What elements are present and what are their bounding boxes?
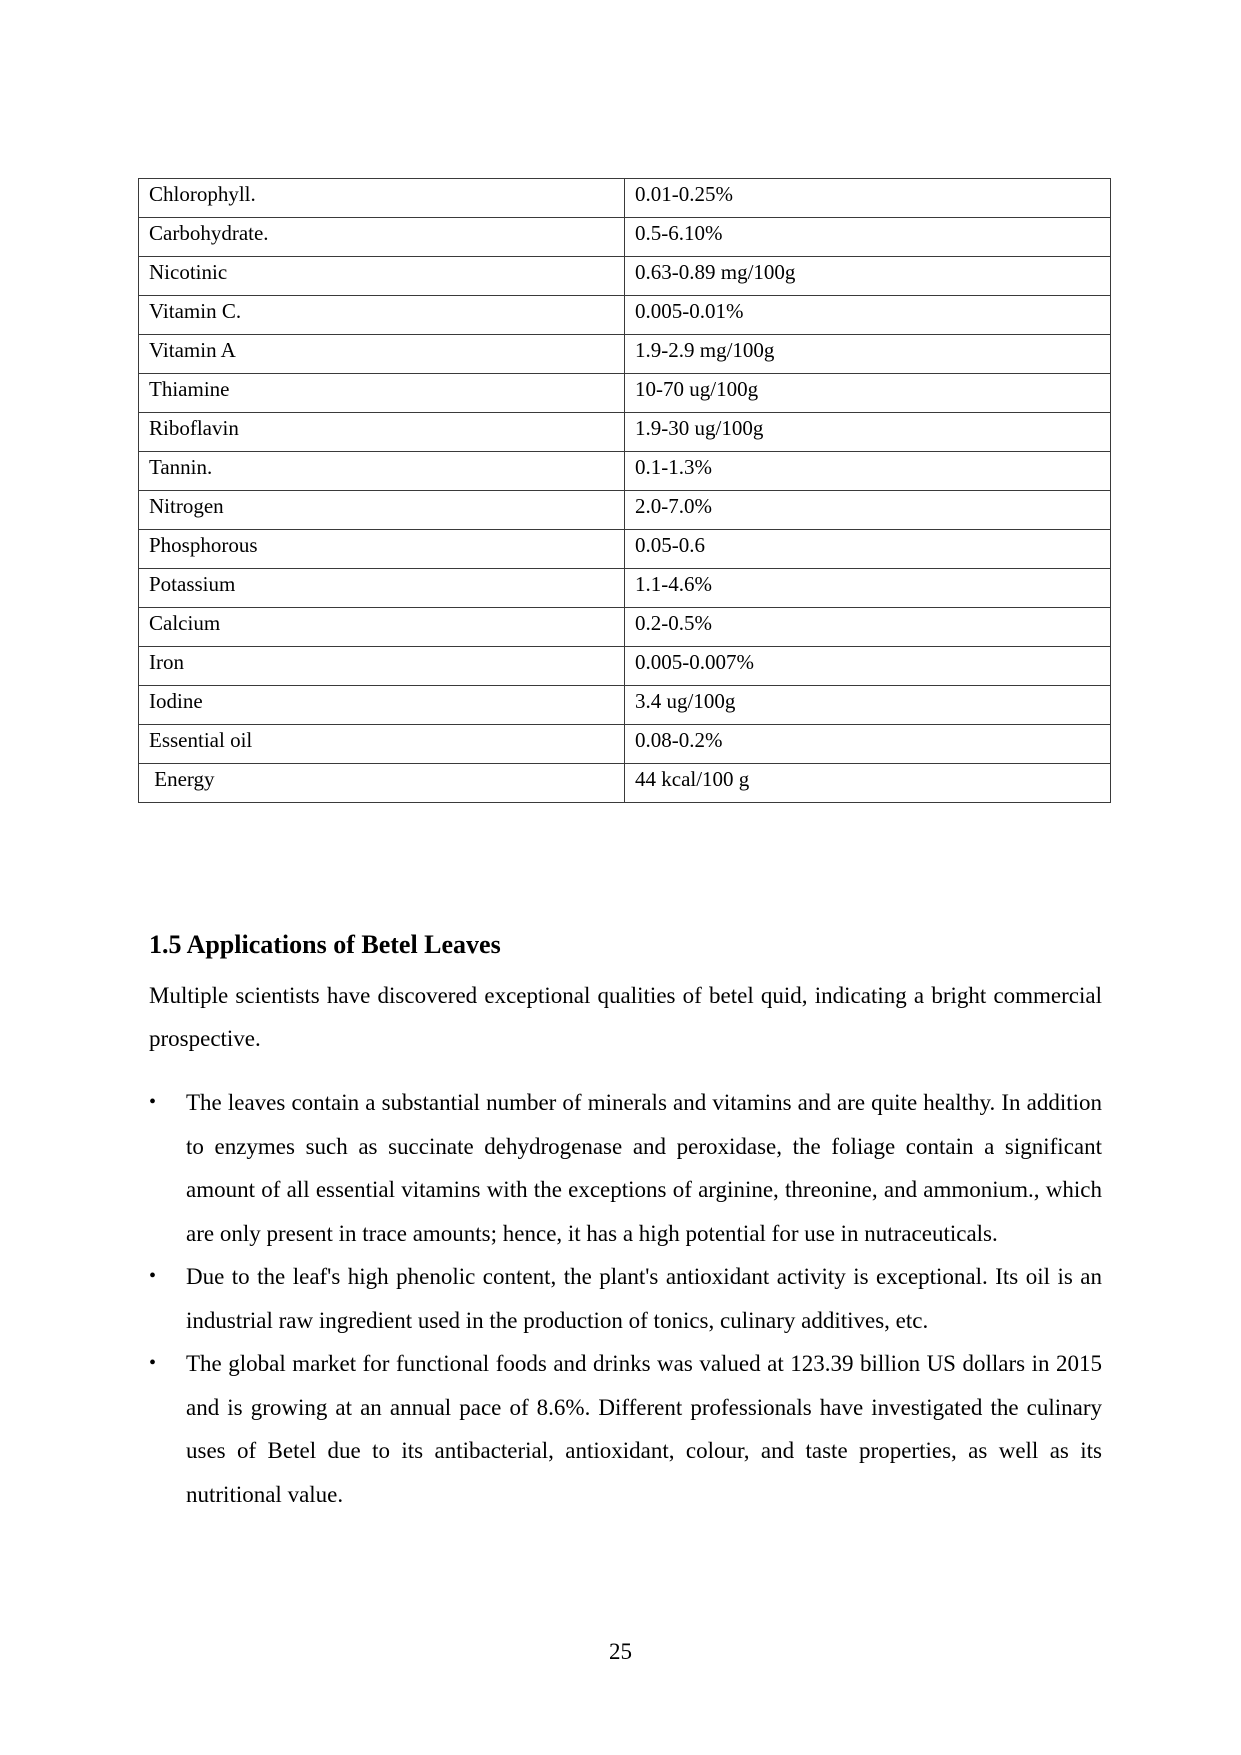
table-row [139,452,1111,491]
list-item [149,1342,1102,1516]
nutrient-value-cell: 0.05-0.6 [625,530,1111,569]
nutrient-value-cell: 0.1-1.3% [625,452,1111,491]
nutrient-name-cell: Essential oil [139,725,625,764]
nutrient-name-cell: Calcium [139,608,625,647]
table-row [139,413,1111,452]
nutrient-name-cell: Tannin. [139,452,625,491]
bullet-icon: • [149,1091,157,1113]
bullet-icon: • [149,1265,157,1287]
table-row [139,335,1111,374]
bullet-icon: • [149,1352,157,1374]
nutrient-value-cell: 1.9-2.9 mg/100g [625,335,1111,374]
table-row [139,530,1111,569]
nutrient-value-cell: 1.9-30 ug/100g [625,413,1111,452]
nutrient-name-cell: Potassium [139,569,625,608]
table-row [139,647,1111,686]
table-row [139,179,1111,218]
nutrient-value-cell: 0.63-0.89 mg/100g [625,257,1111,296]
table-row [139,374,1111,413]
nutrient-name-cell: Vitamin C. [139,296,625,335]
nutrient-table-body [139,179,1111,803]
nutrient-name-cell: Iron [139,647,625,686]
table-row [139,257,1111,296]
nutrient-name-cell: Carbohydrate. [139,218,625,257]
table-row [139,725,1111,764]
nutrient-value-cell: 2.0-7.0% [625,491,1111,530]
table-row [139,491,1111,530]
table-row [139,686,1111,725]
nutrient-value-cell: 0.01-0.25% [625,179,1111,218]
table-row [139,218,1111,257]
nutrient-name-cell: Energy [139,764,625,803]
nutrient-value-cell: 44 kcal/100 g [625,764,1111,803]
nutrient-value-cell: 0.005-0.01% [625,296,1111,335]
nutrient-value-cell: 0.005-0.007% [625,647,1111,686]
intro-paragraph: Multiple scientists have discovered exceptional qualities of betel quid, indicating a bright commercial prospective. [149,983,1102,1051]
nutrient-composition-table [138,178,1111,803]
nutrient-name-cell: Chlorophyll. [139,179,625,218]
nutrient-name-cell: Vitamin A [139,335,625,374]
nutrient-value-cell: 10-70 ug/100g [625,374,1111,413]
nutrient-value-cell: 1.1-4.6% [625,569,1111,608]
list-item [149,1081,1102,1255]
nutrient-name-cell: Phosphorous [139,530,625,569]
nutrient-name-cell: Iodine [139,686,625,725]
applications-bullet-list [149,1081,1102,1516]
nutrient-name-cell: Riboflavin [139,413,625,452]
table-row [139,764,1111,803]
table-row [139,608,1111,647]
section-heading: 1.5 Applications of Betel Leaves [149,930,501,959]
list-item [149,1255,1102,1342]
nutrient-name-cell: Thiamine [139,374,625,413]
nutrient-value-cell: 3.4 ug/100g [625,686,1111,725]
list-item-text: The global market for functional foods and drinks was valued at 123.39 billion US dollars in 2015 and is growing at an annual pace of 8.6%. Different professionals have investigated the culinary uses of Betel due to its antibacterial, antioxidant, colour, and taste properties, as well as its nutritional value. [186,1351,1102,1507]
nutrient-value-cell: 0.08-0.2% [625,725,1111,764]
page-number: 25 [609,1639,632,1664]
nutrient-value-cell: 0.2-0.5% [625,608,1111,647]
table-row [139,569,1111,608]
table-row [139,296,1111,335]
nutrient-name-cell: Nitrogen [139,491,625,530]
list-item-text: The leaves contain a substantial number of minerals and vitamins and are quite healthy. In addition to enzymes such as succinate dehydrogenase and peroxidase, the foliage contain a significant amount of all essential vitamins with the exceptions of arginine, threonine, and ammonium., which are only present in trace amounts; hence, it has a high potential for use in nutraceuticals. [186,1090,1102,1246]
list-item-text: Due to the leaf's high phenolic content, the plant's antioxidant activity is exceptional. Its oil is an industrial raw ingredient used in the production of tonics, culinary additives, etc. [186,1264,1102,1333]
nutrient-name-cell: Nicotinic [139,257,625,296]
nutrient-value-cell: 0.5-6.10% [625,218,1111,257]
